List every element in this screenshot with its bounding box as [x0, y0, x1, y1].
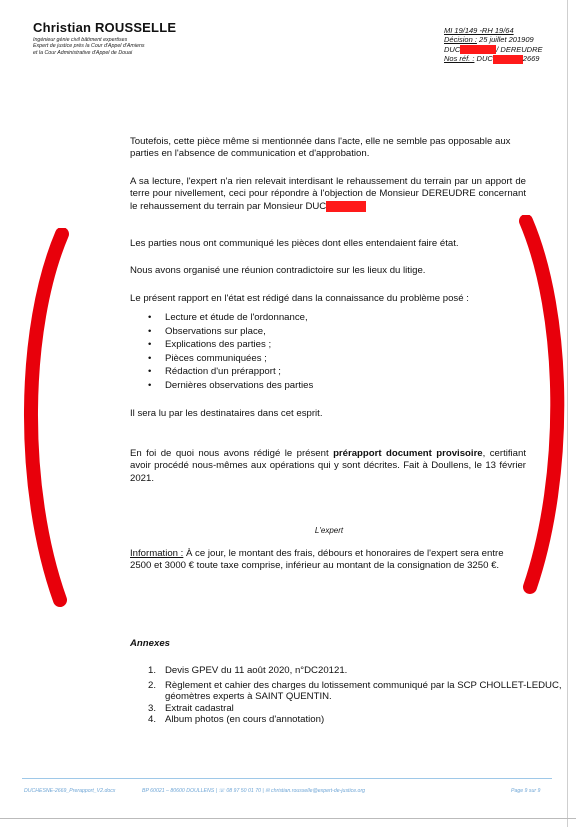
list-item: • Lecture et étude de l'ordonnance,: [148, 311, 313, 325]
paragraph-text: Les parties nous ont communiqué les pièces dont elles entendaient faire état.: [130, 238, 459, 249]
item-number: 3.: [148, 702, 157, 714]
author-title-line: Expert de justice près la Cour d'Appel d'Amiens: [33, 43, 145, 50]
annexes-heading: Annexes: [130, 638, 170, 649]
footer-page-number: Page 9 sur 9: [511, 788, 541, 794]
list-item: • Observations sur place,: [148, 325, 313, 339]
left-bracket-mark: [14, 228, 74, 608]
list-item: • Rédaction d'un prérapport ;: [148, 365, 313, 379]
paragraph-text: [130, 448, 526, 485]
list-item: • Pièces communiquées ;: [148, 352, 313, 366]
information-paragraph: [130, 548, 526, 573]
parties-line: [444, 45, 543, 55]
footer-filename: DUCHESNE-2669_Prerapport_V2.docx: [24, 788, 116, 794]
redaction-mark: [493, 55, 523, 64]
list-item: [148, 714, 576, 726]
paragraph: [130, 176, 526, 213]
author-title-line: Ingénieur génie civil bâtiment expertises: [33, 37, 128, 43]
item-text: Devis GPEV du 11 août 2020, n°DC20121.: [165, 665, 348, 676]
list-item: [148, 665, 576, 677]
list-item: • Dernières observations des parties: [148, 379, 313, 393]
paragraph-text: Il sera lu par les destinataires dans cet esprit.: [130, 408, 323, 419]
author-titles: [33, 37, 176, 56]
item-text: Règlement et cahier des charges du lotissement communiqué par la SCP CHOLLET-LEDUC, géomètres experts à SAINT QUENTIN.: [165, 679, 562, 702]
bullet-list: [148, 311, 313, 393]
paragraph-text: [130, 176, 526, 213]
paragraph: [130, 448, 526, 485]
author-title-line: et la Cour Administrative d'Appel de Douai: [33, 49, 133, 56]
decision-value: 25 juillet 201909: [479, 35, 534, 45]
paragraph-text-span: En foi de quoi nous avons rédigé le présent: [130, 448, 334, 459]
paragraph-text: [130, 548, 526, 573]
author-name: Christian ROUSSELLE: [33, 20, 177, 35]
information-label: Information :: [130, 548, 184, 559]
paragraph: [130, 293, 526, 305]
letterhead: [33, 20, 176, 56]
item-text: Album photos (en cours d'annotation): [165, 714, 325, 725]
case-reference: MI 19/149 -RH 19/64: [444, 26, 514, 35]
information-text: À ce jour, le montant des frais, débours et honoraires de l'expert sera entre 2500 et 3000 € toute taxe comprise, inférieur au montant de la consignation de 3250 €.: [130, 548, 504, 572]
list-item: [148, 680, 576, 703]
footer-divider: [22, 778, 552, 779]
page-bottom-border: [0, 818, 576, 819]
paragraph: [130, 408, 526, 420]
paragraph: [130, 136, 526, 161]
annexes-list: [148, 665, 576, 729]
paragraph: [130, 238, 526, 250]
decision-label: Décision :: [444, 35, 477, 45]
signature-text: L'expert: [314, 526, 344, 535]
paragraph-text: Toutefois, cette pièce même si mentionnée dans l'acte, elle ne semble pas opposable aux parties en l'absence de communication et d'approbation.: [130, 136, 511, 160]
party-left: DUC: [444, 44, 461, 54]
paragraph: [130, 265, 526, 277]
item-text: Extrait cadastral: [165, 702, 234, 714]
bold-phrase: prérapport document provisoire: [333, 448, 483, 459]
paragraph-text-span: A sa lecture, l'expert n'a rien relevait interdisant le rehaussement du terrain par un apport de terre pour nivellement, ceci pour répondre à l'objection de Monsieur DEREUDRE concernant le rehaussement du terrain par Monsieur DUC: [130, 176, 526, 212]
our-reference-line: [444, 54, 543, 64]
paragraph-text: Nous avons organisé une réunion contradictoire sur les lieux du litige.: [130, 265, 426, 276]
signature: [0, 526, 576, 535]
our-reference-label: Nos réf. :: [444, 54, 475, 64]
list-item: • Explications des parties ;: [148, 338, 313, 352]
list-item: [148, 703, 576, 715]
paragraph-text-span: , certifiant avoir procédé nous-mêmes aux opérations qui y sont décrites. Fait à Doullens, le 13 février 2021.: [130, 448, 527, 484]
redaction-mark: [326, 201, 366, 212]
paragraph-text: Le présent rapport en l'état est rédigé dans la connaissance du problème posé :: [130, 293, 469, 304]
item-number: 1.: [148, 665, 157, 676]
redaction-mark: [460, 45, 496, 54]
footer-contact: BP 60021 – 80600 DOULLENS | ☏ 08 97 50 01 70 | ✉ christian.rousselle@expert-de-justice.org: [142, 788, 366, 794]
reference-block: [444, 26, 543, 64]
party-right: / DEREUDRE: [496, 44, 543, 54]
decision-line: [444, 35, 543, 44]
right-bracket-mark: [516, 215, 574, 595]
our-reference-prefix: DUC: [476, 54, 493, 64]
item-number: 2.: [148, 679, 157, 691]
our-reference-suffix: 2669: [522, 54, 540, 64]
item-number: 4.: [148, 714, 157, 725]
